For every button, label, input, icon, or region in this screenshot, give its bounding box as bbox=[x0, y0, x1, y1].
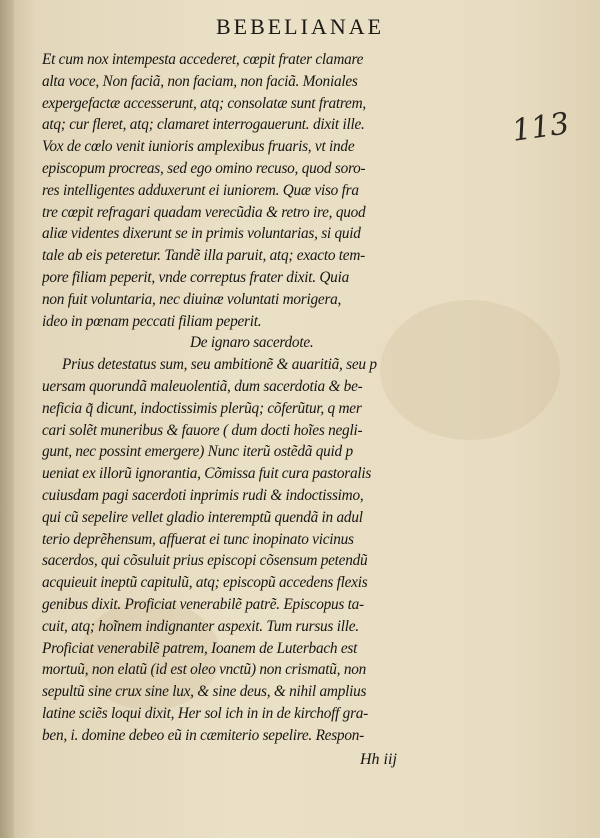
text-line: episcopum procreas, sed ego omino recuso, quod soro- bbox=[42, 159, 366, 177]
text-line: pore filiam peperit, vnde correptus frater dixit. Quia bbox=[42, 268, 349, 286]
body-text bbox=[42, 49, 488, 747]
margin-page-number: 113 bbox=[509, 106, 572, 149]
text-line: sacerdos, qui cõsuluit prius episcopi cõsensum petendũ bbox=[42, 552, 368, 570]
running-head: BEBELIANAE bbox=[215, 14, 385, 39]
page-binding-edge bbox=[0, 0, 14, 838]
text-line: alta voce, Non faciã, non faciam, non faciã. Moniales bbox=[42, 72, 358, 90]
text-line: cari solẽt muneribus & fauore ( dum docti hoĩes negli- bbox=[42, 421, 363, 439]
text-line: expergefactæ accesserunt, atq; consolatæ sunt fratrem, bbox=[42, 94, 366, 112]
text-line: Proficiat venerabilẽ patrem, Ioanem de Luterbach est bbox=[42, 639, 358, 657]
text-line: qui cũ sepelire vellet gladio interemptũ quendã in adul bbox=[42, 508, 363, 526]
text-line: tale ab eis peteretur. Tandẽ illa paruit, atq; exacto tem- bbox=[42, 247, 365, 265]
text-line: non fuit voluntaria, nec diuinæ voluntati morigera, bbox=[42, 290, 342, 308]
text-line: cuit, atq; hoĩnem indignanter aspexit. Tum rursus ille. bbox=[42, 617, 359, 635]
text-line: mortuũ, non elatũ (id est oleo vnctũ) non crismatũ, non bbox=[42, 661, 367, 679]
text-line: cuiusdam pagi sacerdoti inprimis rudi & indoctissimo, bbox=[42, 486, 364, 504]
text-line: sepultũ sine crux sine lux, & sine deus, & nihil amplius bbox=[42, 683, 367, 701]
text-line: latine sciẽs loqui dixit, Her sol ich in in de kirchoff gra- bbox=[42, 704, 369, 722]
text-line: Et cum nox intempesta accederet, cœpit frater clamare bbox=[42, 51, 364, 68]
signature-mark: Hh iij bbox=[360, 751, 397, 768]
text-line: aliæ videntes dixerunt se in primis voluntarias, si quid bbox=[42, 225, 361, 243]
text-line: terio deprẽhensum, affuerat ei tunc inopinato vicinus bbox=[42, 530, 354, 548]
text-line: gunt, nec possint emergere) Nunc iterũ ostẽdã quid p bbox=[42, 443, 353, 461]
text-line: genibus dixit. Proficiat venerabilẽ patrẽ. Episcopus ta- bbox=[42, 595, 364, 613]
text-line: res intelligentes adduxerunt ei iuniorem. Quæ viso fra bbox=[42, 181, 359, 199]
text-line: Prius detestatus sum, seu ambitionẽ & auaritiã, seu p bbox=[62, 356, 377, 374]
text-line: ueniat ex illorũ ignorantia, Cõmissa fuit cura pastoralis bbox=[42, 465, 372, 483]
text-line: ideo in pœnam peccati filiam peperit. bbox=[42, 312, 262, 330]
text-line: uersam quorundã maleuolentiã, dum sacerdotia & be- bbox=[42, 377, 363, 395]
text-line: acquieuit ineptũ capitulũ, atq; episcopũ accedens flexis bbox=[42, 574, 368, 592]
text-line: Vox de cœlo venit iunioris amplexibus fruaris, vt inde bbox=[42, 138, 355, 156]
text-line: tre cœpit refragari quadam verecũdia & retro ire, quod bbox=[42, 203, 366, 221]
section-heading: De ignaro sacerdote. bbox=[190, 334, 314, 352]
text-line: ben, i. domine debeo eũ in cæmiterio sepelire. Respon- bbox=[42, 726, 364, 744]
text-line: neficia q̃ dicunt, indoctissimis plerũq; cõferũtur, q mer bbox=[42, 399, 362, 417]
text-line: atq; cur fleret, atq; clamaret interrogauerunt. dixit ille. bbox=[42, 116, 365, 134]
